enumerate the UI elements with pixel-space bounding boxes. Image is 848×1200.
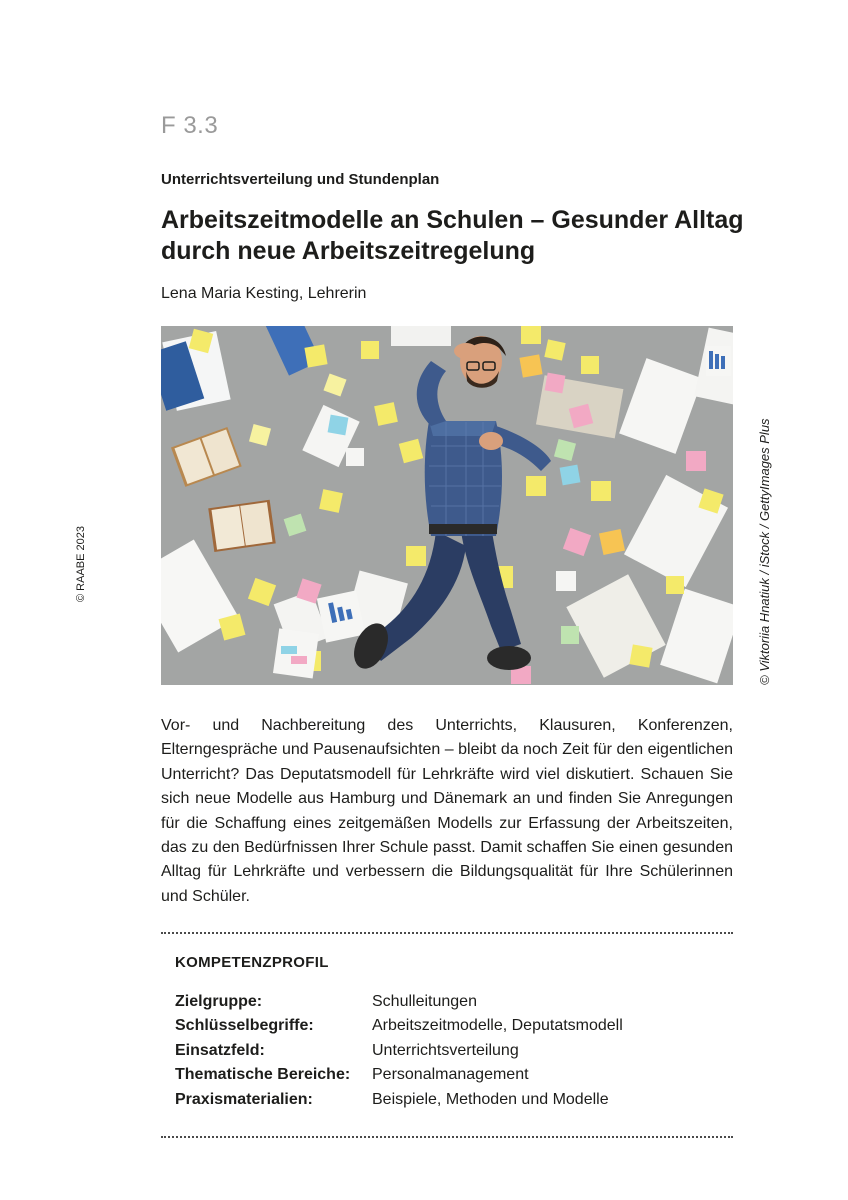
profile-label: Thematische Bereiche: — [175, 1066, 351, 1084]
dotted-divider-top — [161, 932, 733, 934]
profile-value: Beispiele, Methoden und Modelle — [372, 1090, 609, 1108]
profile-value: Unterrichtsverteilung — [372, 1041, 519, 1059]
dotted-divider-bottom — [161, 1136, 733, 1138]
competence-profile — [175, 954, 735, 1112]
profile-row — [175, 1039, 735, 1063]
copyright-note: © RAABE 2023 — [75, 526, 87, 602]
hero-photo — [161, 326, 733, 685]
profile-row — [175, 1014, 735, 1038]
photo-illustration — [161, 326, 733, 685]
photo-credit: © Viktoriia Hnatiuk / iStock / GettyImages Plus — [757, 418, 772, 685]
profile-heading: KOMPETENZPROFIL — [175, 954, 329, 971]
profile-label: Einsatzfeld: — [175, 1041, 265, 1059]
profile-value: Arbeitszeitmodelle, Deputatsmodell — [372, 1017, 623, 1035]
profile-value: Personalmanagement — [372, 1066, 529, 1084]
section-code: F 3.3 — [161, 112, 219, 139]
intro-paragraph: Vor- und Nachbereitung des Unterrichts, Klausuren, Konferenzen, Elterngespräche und Pausenaufsichten – bleibt da noch Zeit für den eigentlichen Unterricht? Das Deputatsmodell für Lehrkräfte wird viel diskutiert. Schauen Sie sich neue Modelle aus Hamburg und Dänemark an und finden Sie Anregungen für die Schaffung eines zeitgemäßen Modells zur Erfassung der Arbeitszeiten, das zu den Bedürfnissen Ihrer Schule passt. Damit schaffen Sie einen gesunden Alltag für Lehrkräfte und verbessern die Bildungsqualität für Ihre Schülerinnen und Schüler. — [161, 717, 733, 905]
profile-label: Praxismaterialien: — [175, 1090, 313, 1108]
title-line-1: Arbeitszeitmodelle an Schulen – Gesunder Alltag — [161, 206, 744, 234]
category-kicker: Unterrichtsverteilung und Stundenplan — [161, 171, 440, 188]
profile-row — [175, 1063, 735, 1087]
author-line: Lena Maria Kesting, Lehrerin — [161, 285, 367, 302]
profile-row — [175, 990, 735, 1014]
page-title — [161, 205, 751, 267]
title-line-2: durch neue Arbeitszeitregelung — [161, 237, 536, 265]
profile-value: Schulleitungen — [372, 993, 477, 1010]
profile-label: Schlüsselbegriffe: — [175, 1017, 314, 1035]
profile-label: Zielgruppe: — [175, 993, 263, 1010]
profile-row — [175, 1088, 735, 1112]
